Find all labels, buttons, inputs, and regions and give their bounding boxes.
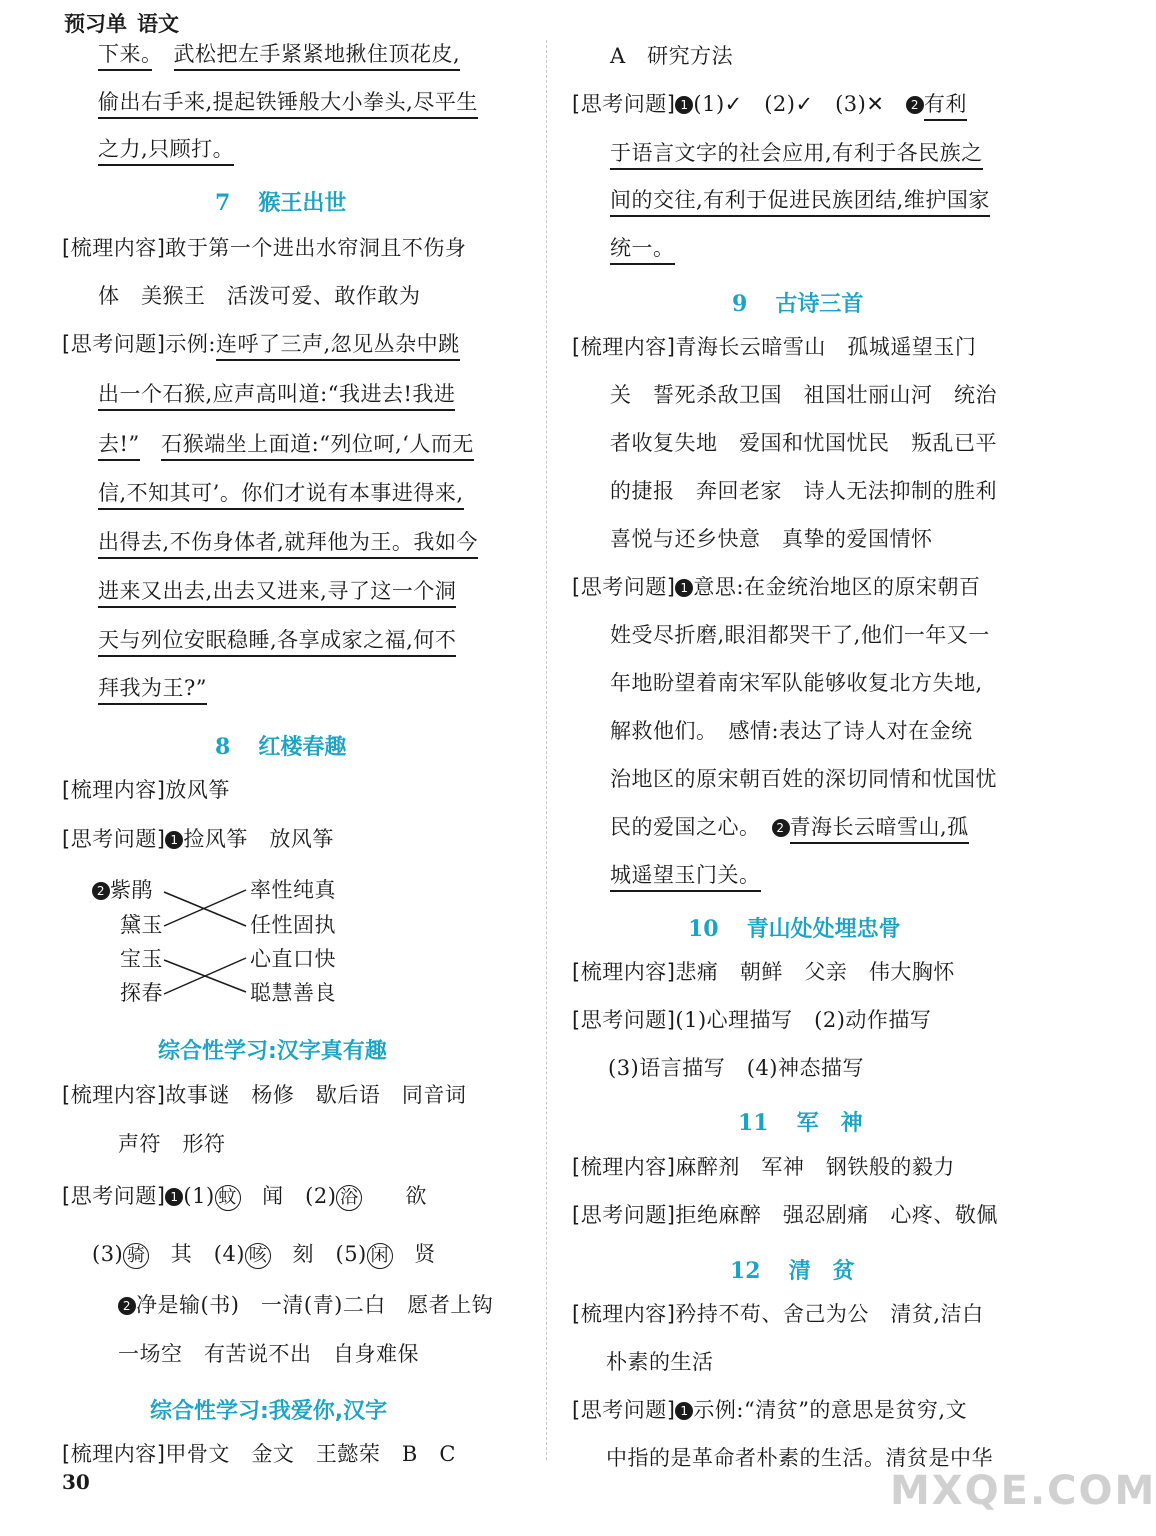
text-line: [思考问题] 1 (1) 蚊 闻 (2) 浴 欲 xyxy=(62,1185,427,1211)
circled-char: 蚊 xyxy=(215,1185,241,1211)
text-line: [梳理内容]青海长云暗雪山 孤城遥望玉门 xyxy=(572,335,977,359)
text-line: [梳理内容]悲痛 朝鲜 父亲 伟大胸怀 xyxy=(572,960,955,984)
text-line: 民的爱国之心。 2 青海长云暗雪山,孤 xyxy=(610,817,969,838)
text-line: 者收复失地 爱国和忧国忧民 叛乱已平 xyxy=(610,431,997,455)
text-line: 下来。 武松把左手紧紧地揪住顶花皮, xyxy=(98,44,460,65)
text-line: 出得去,不伤身体者,就拜他为王。我如今 xyxy=(98,532,478,553)
text-line: 偷出右手来,提起铁锤般大小拳头,尽平生 xyxy=(98,92,478,113)
match-right-item: 聪慧善良 xyxy=(250,981,336,1005)
match-left-item: 探春 xyxy=(120,981,163,1005)
text-line: 解救他们。 感情:表达了诗人对在金统 xyxy=(610,719,973,743)
text-line: 治地区的原宋朝百姓的深切同情和忧国忧 xyxy=(610,767,997,791)
text-line: 朴素的生活 xyxy=(606,1350,714,1374)
text-line: 统一。 xyxy=(610,238,675,259)
lesson-title: 7 猴王出世 xyxy=(215,190,347,216)
text-line: 于语言文字的社会应用,有利于各民族之 xyxy=(610,143,983,164)
bullet-icon: 2 xyxy=(118,1297,136,1315)
text-line: A 研究方法 xyxy=(610,44,734,68)
match-right-item: 任性固执 xyxy=(250,913,336,937)
match-left-item: 宝玉 xyxy=(120,947,163,971)
text-line: 城遥望玉门关。 xyxy=(610,865,761,886)
text-line: [梳理内容]甲骨文 金文 王懿荣 B C xyxy=(62,1442,456,1466)
match-right-item: 率性纯真 xyxy=(250,878,336,902)
lesson-title: 9 古诗三首 xyxy=(732,291,864,317)
page-number: 30 xyxy=(62,1470,90,1494)
match-left-item: 黛玉 xyxy=(120,913,163,937)
text-line: [思考问题]示例:连呼了三声,忽见丛杂中跳 xyxy=(62,334,460,355)
text-line: 年地盼望着南宋军队能够收复北方失地, xyxy=(610,671,983,695)
text-line: 一场空 有苦说不出 自身难保 xyxy=(118,1342,419,1366)
text-line: 姓受尽折磨,眼泪都哭干了,他们一年又一 xyxy=(610,623,990,647)
match-line xyxy=(164,958,246,994)
subject-name: 语文 xyxy=(137,12,179,36)
text-line: 之力,只顾打。 xyxy=(98,139,234,160)
circled-char: 咳 xyxy=(245,1243,271,1269)
text-line: 2 净是输(书) 一清(青)二白 愿者上钩 xyxy=(118,1295,493,1316)
text-line: [思考问题] 1 意思:在金统治地区的原宋朝百 xyxy=(572,575,981,599)
bullet-icon: 1 xyxy=(675,1402,693,1420)
text-line: [思考问题]拒绝麻醉 强忍剧痛 心疼、敬佩 xyxy=(572,1203,998,1227)
bullet-icon: 1 xyxy=(165,1188,183,1206)
bullet-icon: 2 xyxy=(92,882,110,900)
text-line: [梳理内容]敢于第一个进出水帘洞且不伤身 xyxy=(62,236,467,260)
text-line: [思考问题] 1 捡风筝 放风筝 xyxy=(62,827,334,851)
text-line: [梳理内容]麻醉剂 军神 钢铁般的毅力 xyxy=(572,1155,955,1179)
text-line: 信,不知其可’。你们才说有本事进得来, xyxy=(98,483,464,504)
match-right-item: 心直口快 xyxy=(250,947,336,971)
text-line: 进来又出去,出去又进来,寻了这一个洞 xyxy=(98,581,456,602)
text-line: [梳理内容]放风筝 xyxy=(62,778,230,802)
bullet-icon: 2 xyxy=(906,96,924,114)
text-line: 拜我为王?” xyxy=(98,678,207,699)
text-line: 喜悦与还乡快意 真挚的爱国情怀 xyxy=(610,527,933,551)
matching-lines xyxy=(160,870,250,1000)
text-line: [思考问题](1)心理描写 (2)动作描写 xyxy=(572,1008,932,1032)
text-line: 去!” 石猴端坐上面道:“列位呵,‘人而无 xyxy=(98,434,474,455)
section-title: 综合性学习:我爱你,汉字 xyxy=(150,1399,388,1424)
text-line: 间的交往,有利于促进民族团结,维护国家 xyxy=(610,190,990,211)
bullet-icon: 2 xyxy=(772,819,790,837)
text-line: (3)语言描写 (4)神态描写 xyxy=(608,1056,864,1080)
text-line: 中指的是革命者朴素的生活。清贫是中华 xyxy=(606,1446,993,1470)
circled-char: 浴 xyxy=(336,1185,362,1211)
watermark: MXQE.COM xyxy=(890,1468,1156,1514)
text-line: (3) 骑 其 (4) 咳 刻 (5) 闲 贤 xyxy=(92,1243,436,1269)
text-line: [梳理内容]故事谜 杨修 歇后语 同音词 xyxy=(62,1083,467,1107)
circled-char: 闲 xyxy=(367,1243,393,1269)
lesson-title: 10 青山处处埋忠骨 xyxy=(688,916,901,942)
text-line: [思考问题] 1 示例:“清贫”的意思是贫穷,文 xyxy=(572,1398,968,1422)
text-line: 体 美猴王 活泼可爱、敢作敢为 xyxy=(98,284,421,308)
page-header xyxy=(64,8,189,38)
lesson-title: 12 清 贫 xyxy=(730,1258,855,1284)
text-line: 天与列位安眠稳睡,各享成家之福,何不 xyxy=(98,630,456,651)
text-line: 出一个石猴,应声高叫道:“我进去!我进 xyxy=(98,384,455,405)
lesson-title: 11 军 神 xyxy=(738,1110,863,1136)
circled-char: 骑 xyxy=(123,1243,149,1269)
bullet-icon: 1 xyxy=(675,579,693,597)
bullet-icon: 1 xyxy=(165,831,183,849)
text-line: 的捷报 奔回老家 诗人无法抑制的胜利 xyxy=(610,479,997,503)
text-line: [梳理内容]矜持不苟、舍己为公 清贫,洁白 xyxy=(572,1302,984,1326)
bullet-icon: 1 xyxy=(675,96,693,114)
text-line: 声符 形符 xyxy=(118,1132,226,1156)
column-divider xyxy=(546,40,547,1460)
section-title: 综合性学习:汉字真有趣 xyxy=(158,1039,387,1064)
text-line: 关 誓死杀敌卫国 祖国壮丽山河 统治 xyxy=(610,383,997,407)
book-name: 预习单 xyxy=(64,12,127,36)
lesson-title: 8 红楼春趣 xyxy=(215,734,347,760)
text-line: [思考问题] 1 (1)✓ (2)✓ (3)✕ 2 有利 xyxy=(572,94,967,115)
match-left-item: 2 紫鹃 xyxy=(92,880,153,901)
